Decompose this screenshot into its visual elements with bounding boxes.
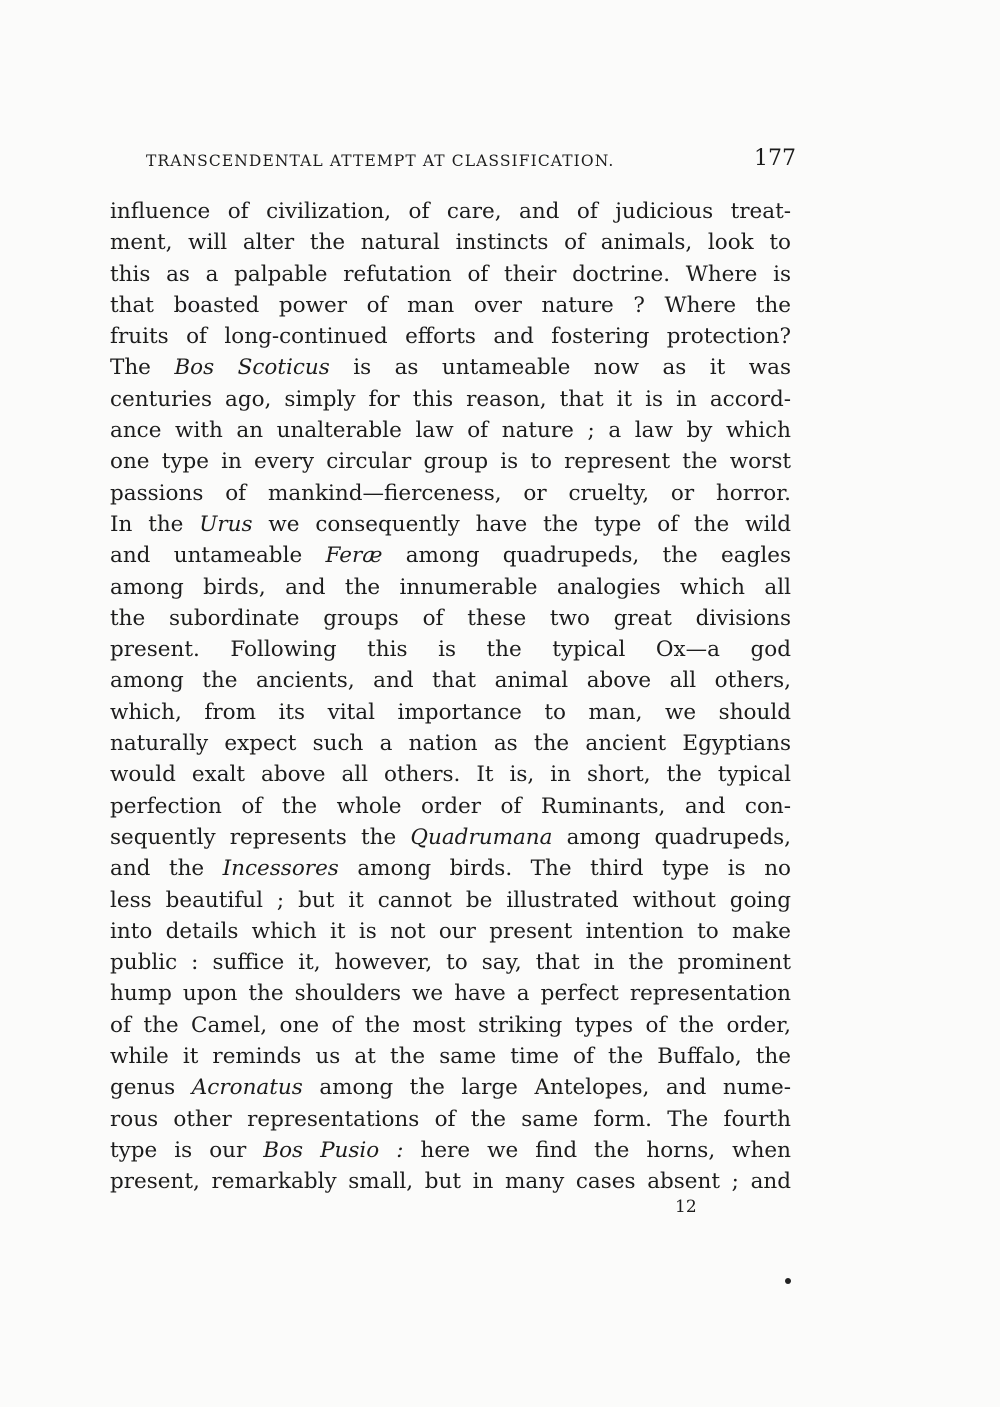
text-line <box>110 916 791 947</box>
page-number: 177 <box>754 146 796 171</box>
text-line <box>110 697 791 728</box>
text-line <box>110 196 791 227</box>
text-segment: would exalt above all others. It is, in short, the typical <box>110 762 791 788</box>
text-segment: while it reminds us at the same time of the Buffalo, the <box>110 1044 791 1070</box>
text-line <box>110 853 791 884</box>
text-segment: among birds. The third type is no <box>338 856 792 882</box>
text-line <box>110 822 791 853</box>
text-segment: the subordinate groups of these two great divisions <box>110 605 791 631</box>
text-segment: influence of civilization, of care, and of judicious treat- <box>110 199 791 224</box>
text-segment: among quadrupeds, the eagles <box>382 543 791 569</box>
text-segment: ment, will alter the natural instincts of animals, look to <box>110 230 791 256</box>
running-title: TRANSCENDENTAL ATTEMPT AT CLASSIFICATION. <box>146 152 615 170</box>
text-line <box>110 791 791 822</box>
text-segment: among the large Antelopes, and nume- <box>302 1075 791 1101</box>
text-segment: and untameable <box>110 543 326 569</box>
text-segment: which, from its vital importance to man, we should <box>110 699 791 725</box>
text-line <box>110 478 791 509</box>
italic-term: Incessores <box>222 856 339 882</box>
text-segment: here we find the horns, when <box>403 1137 791 1163</box>
text-line <box>110 540 791 571</box>
text-segment: The <box>110 355 175 381</box>
text-segment: and the <box>110 856 223 882</box>
body-text <box>110 196 791 1198</box>
text-segment: this as a palpable refutation of their doctrine. Where is <box>110 261 791 287</box>
text-line <box>110 885 791 916</box>
text-segment: among birds, and the innumerable analogies which all <box>110 574 791 600</box>
running-header <box>146 146 796 176</box>
text-segment: rous other representations of the same form. The fourth <box>110 1106 791 1132</box>
text-line <box>110 603 791 634</box>
text-segment: that boasted power of man over nature ? Where the <box>110 292 791 318</box>
text-line <box>110 1104 791 1135</box>
text-segment: centuries ago, simply for this reason, that it is in accord- <box>110 386 791 412</box>
italic-term: Acronatus <box>191 1075 303 1101</box>
text-segment: ance with an unalterable law of nature ; a law by which <box>110 418 791 444</box>
text-line <box>110 290 791 321</box>
text-line <box>110 1072 791 1103</box>
text-segment: naturally expect such a nation as the ancient Egyptians <box>110 731 791 757</box>
text-line <box>110 1010 791 1041</box>
text-segment: public : suffice it, however, to say, that in the prominent <box>110 950 791 976</box>
text-segment: passions of mankind—fierceness, or cruelty, or horror. <box>110 480 791 506</box>
text-line <box>110 759 791 790</box>
text-segment: fruits of long-continued efforts and fostering protection? <box>110 324 791 350</box>
text-line <box>110 259 791 290</box>
text-segment: type is our <box>110 1137 264 1163</box>
text-segment: is as untameable now as it was <box>329 355 791 381</box>
italic-term: Urus <box>199 511 253 537</box>
text-line <box>110 446 791 477</box>
text-line <box>110 728 791 759</box>
text-segment: one type in every circular group is to represent the worst <box>110 449 791 475</box>
text-segment: among the ancients, and that animal above all others, <box>110 668 791 694</box>
text-line <box>110 415 791 446</box>
text-line <box>110 384 791 415</box>
text-line <box>110 978 791 1009</box>
text-segment: genus <box>110 1075 192 1101</box>
text-segment: we consequently have the type of the wild <box>252 511 792 537</box>
text-line <box>110 1041 791 1072</box>
text-segment: less beautiful ; but it cannot be illustrated without going <box>110 887 791 913</box>
text-segment: sequently represents the <box>110 824 411 850</box>
text-segment: In the <box>110 511 200 537</box>
italic-term: Bos Pusio : <box>263 1137 404 1163</box>
italic-term: Bos Scoticus <box>174 355 330 381</box>
italic-term: Feræ <box>325 543 383 569</box>
text-segment: into details which it is not our present intention to make <box>110 918 791 944</box>
text-line <box>110 509 791 540</box>
signature-mark: 12 <box>675 1197 697 1217</box>
text-segment: hump upon the shoulders we have a perfect representation <box>110 981 791 1007</box>
text-line <box>110 634 791 665</box>
italic-term: Quadrumana <box>410 824 553 850</box>
text-segment: present. Following this is the typical Ox—a god <box>110 637 791 663</box>
text-line <box>110 1166 791 1197</box>
ink-speck <box>785 1278 791 1284</box>
text-line <box>110 572 791 603</box>
text-line <box>110 321 791 352</box>
text-line <box>110 1135 791 1166</box>
text-segment: perfection of the whole order of Ruminants, and con- <box>110 793 791 819</box>
text-line <box>110 947 791 978</box>
text-line <box>110 665 791 696</box>
text-segment: present, remarkably small, but in many cases absent ; and <box>110 1169 791 1195</box>
text-segment: of the Camel, one of the most striking types of the order, <box>110 1012 791 1038</box>
text-line <box>110 227 791 258</box>
text-segment: among quadrupeds, <box>552 824 791 850</box>
text-line <box>110 352 791 383</box>
